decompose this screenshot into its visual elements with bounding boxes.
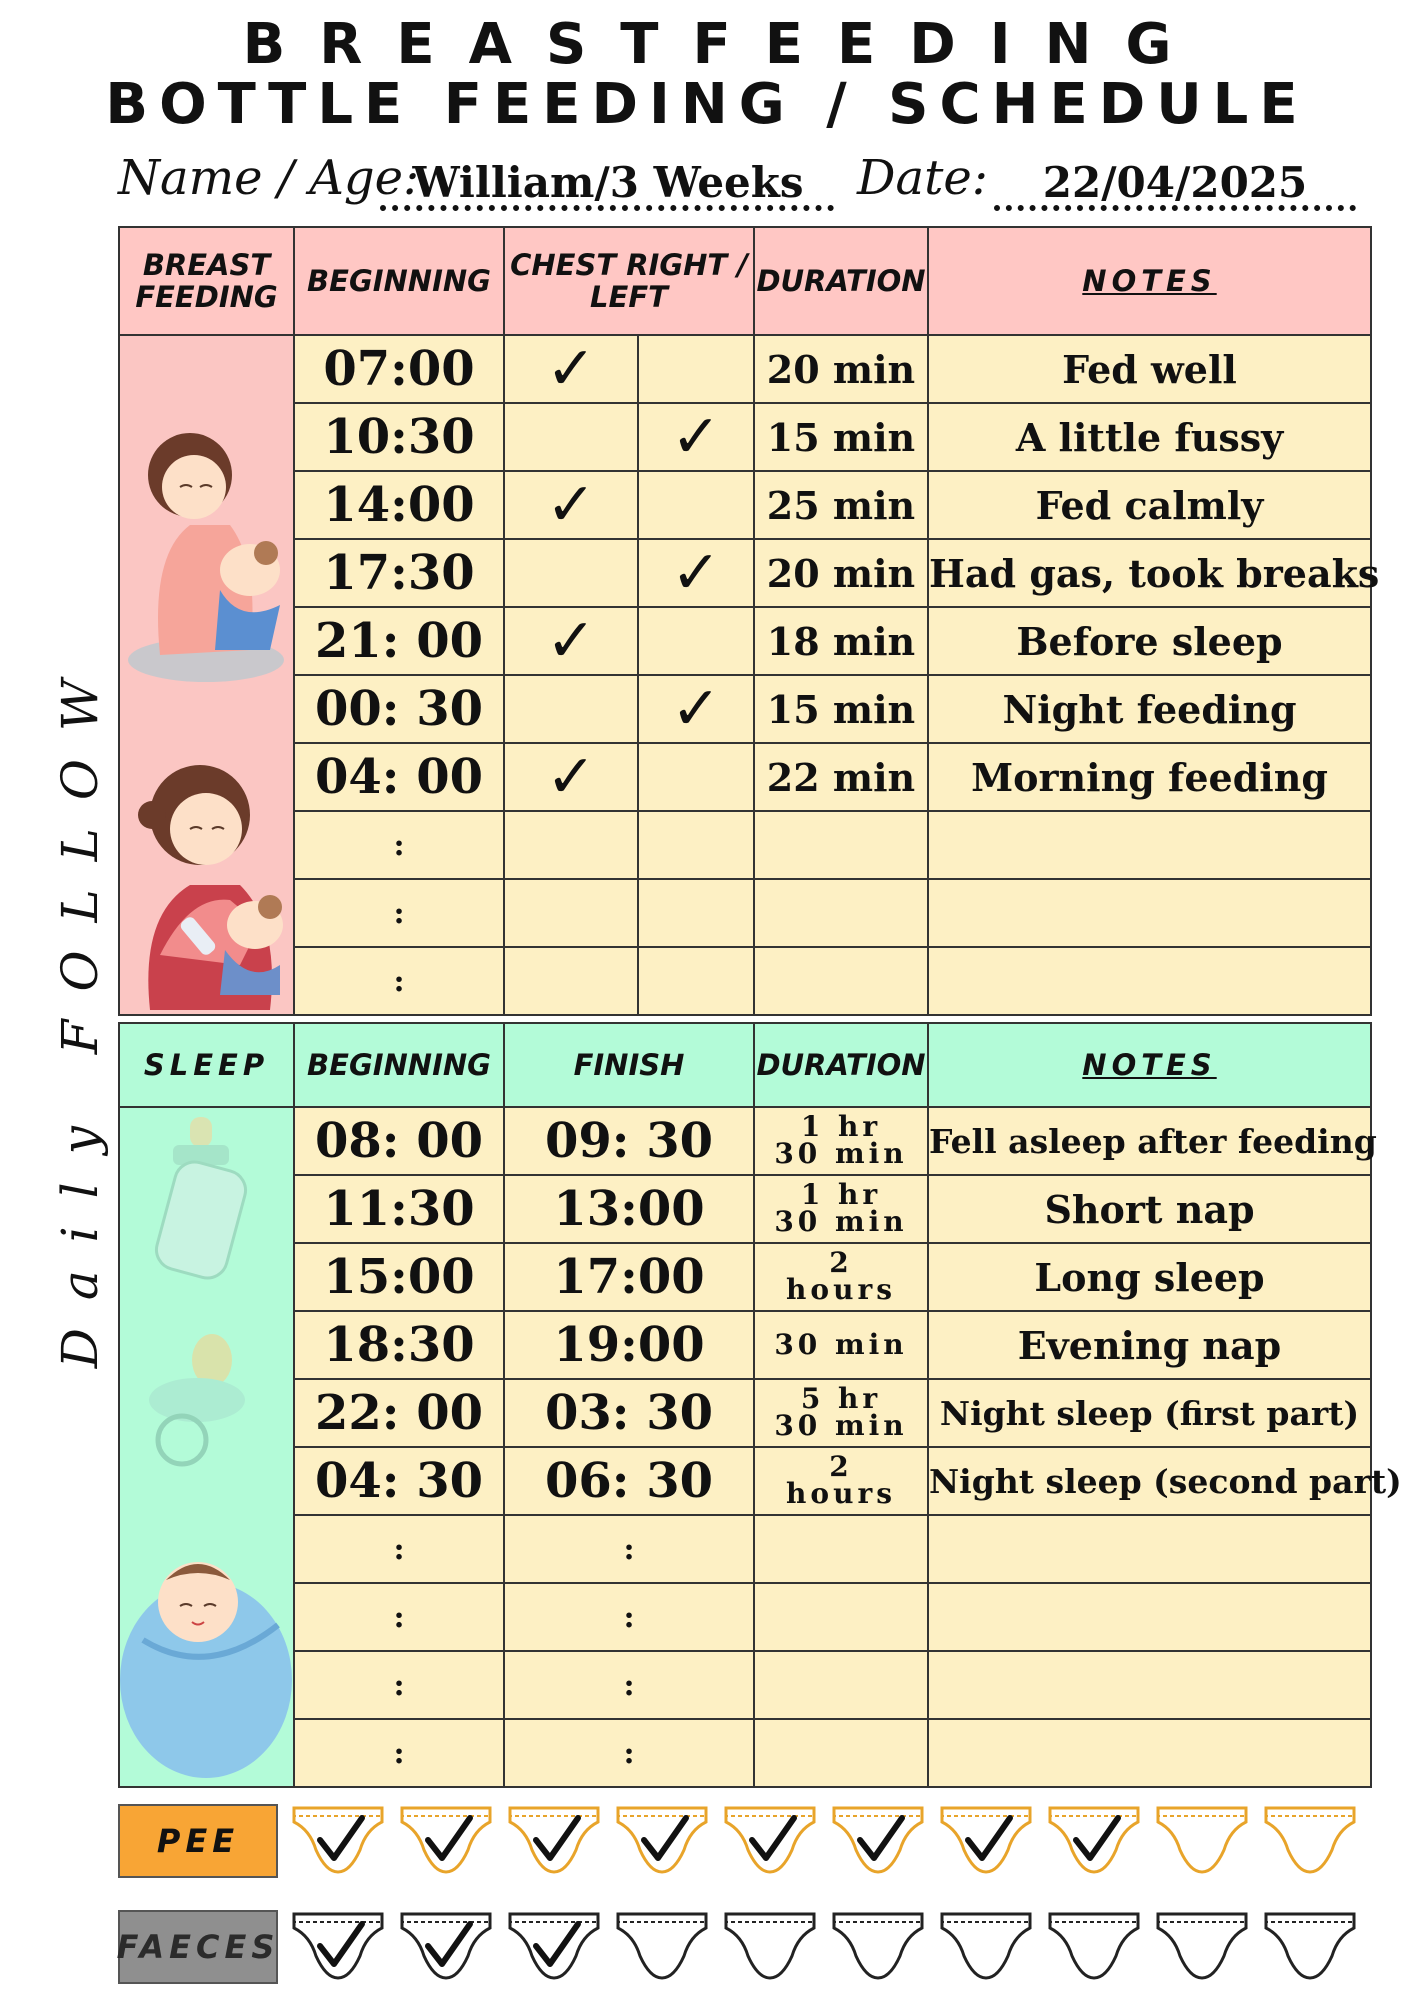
feeding-time-cell[interactable]: : bbox=[294, 879, 504, 947]
left-chest-cell[interactable] bbox=[638, 471, 754, 539]
sleep-duration-cell[interactable] bbox=[754, 1515, 928, 1583]
sleep-duration-bottom: hours bbox=[786, 1273, 896, 1306]
pee-diaper-icon[interactable] bbox=[290, 1800, 386, 1876]
sleep-notes-cell[interactable]: Short nap bbox=[928, 1175, 1371, 1243]
mother-bottle-feeding-icon bbox=[120, 725, 292, 1015]
sleep-notes-cell[interactable]: Long sleep bbox=[928, 1243, 1371, 1311]
right-chest-cell[interactable] bbox=[504, 811, 638, 879]
feeding-notes-cell[interactable]: Fed well bbox=[928, 335, 1371, 403]
pee-diaper-icon[interactable] bbox=[1154, 1800, 1250, 1876]
feeding-notes-cell[interactable]: Night feeding bbox=[928, 675, 1371, 743]
sleep-duration-top: 2 bbox=[829, 1450, 853, 1484]
check-icon bbox=[536, 1924, 578, 1964]
sleep-begin-cell[interactable]: 11:30 bbox=[294, 1175, 504, 1243]
check-icon: ✓ bbox=[545, 334, 597, 404]
left-chest-cell[interactable] bbox=[638, 811, 754, 879]
sleep-notes-cell[interactable]: Fell asleep after feeding bbox=[928, 1107, 1371, 1175]
pee-diaper-icon[interactable] bbox=[938, 1800, 1034, 1876]
feeding-duration-cell[interactable] bbox=[754, 947, 928, 1015]
pee-diaper-icon[interactable] bbox=[1046, 1800, 1142, 1876]
sleep-finish-cell[interactable]: : bbox=[504, 1515, 754, 1583]
feeding-time-cell[interactable]: 04: 00 bbox=[294, 743, 504, 811]
date-value[interactable]: 22/04/2025 bbox=[1042, 158, 1308, 207]
feeding-duration-cell[interactable]: 20 min bbox=[754, 539, 928, 607]
pee-diaper-icon[interactable] bbox=[398, 1800, 494, 1876]
sleep-notes-cell[interactable]: Night sleep (first part) bbox=[928, 1379, 1371, 1447]
feeding-row bbox=[119, 675, 1371, 743]
sleep-table bbox=[118, 1022, 1402, 1788]
faeces-label: FAECES bbox=[118, 1910, 278, 1984]
sleep-notes-cell[interactable] bbox=[928, 1515, 1371, 1583]
check-icon: ✓ bbox=[545, 742, 597, 812]
sleep-row bbox=[119, 1175, 1371, 1243]
sleep-duration-top: 5 hr bbox=[800, 1382, 882, 1416]
sleep-notes-cell[interactable] bbox=[928, 1651, 1371, 1719]
sleep-begin-cell[interactable]: : bbox=[294, 1583, 504, 1651]
left-chest-cell[interactable] bbox=[638, 947, 754, 1015]
sleep-row bbox=[119, 1243, 1371, 1311]
header-finish: FINISH bbox=[504, 1023, 754, 1107]
sleep-row bbox=[119, 1379, 1371, 1447]
left-chest-cell[interactable] bbox=[638, 335, 754, 403]
check-icon bbox=[428, 1818, 470, 1858]
sleep-duration-bottom: 30 min bbox=[774, 1205, 908, 1238]
right-chest-cell[interactable] bbox=[504, 335, 638, 403]
sleep-duration-cell[interactable] bbox=[754, 1175, 928, 1243]
feeding-time-cell[interactable]: : bbox=[294, 947, 504, 1015]
sleep-finish-cell[interactable]: 06: 30 bbox=[504, 1447, 754, 1515]
feeding-notes-cell[interactable]: Before sleep bbox=[928, 607, 1371, 675]
date-dotted-line bbox=[994, 205, 1356, 211]
sleep-duration-top: 2 bbox=[829, 1246, 853, 1280]
faeces-diaper-icon[interactable] bbox=[1046, 1906, 1142, 1982]
left-chest-cell[interactable] bbox=[638, 403, 754, 471]
feeding-duration-cell[interactable] bbox=[754, 879, 928, 947]
pee-diaper-icon[interactable] bbox=[506, 1800, 602, 1876]
feeding-notes-cell[interactable]: Had gas, took breaks bbox=[928, 539, 1371, 607]
sleep-duration-cell[interactable] bbox=[754, 1311, 928, 1379]
right-chest-cell[interactable] bbox=[504, 471, 638, 539]
check-icon: ✓ bbox=[670, 538, 722, 608]
check-icon bbox=[752, 1818, 794, 1858]
header-breast-feeding: BREAST FEEDING bbox=[119, 227, 294, 335]
header-chest: CHEST RIGHT / LEFT bbox=[504, 227, 754, 335]
feeding-row bbox=[119, 539, 1371, 607]
feeding-time-cell[interactable]: 10:30 bbox=[294, 403, 504, 471]
feeding-duration-cell[interactable]: 18 min bbox=[754, 607, 928, 675]
feeding-time-cell[interactable]: : bbox=[294, 811, 504, 879]
right-chest-cell[interactable] bbox=[504, 675, 638, 743]
sleep-begin-cell[interactable]: 08: 00 bbox=[294, 1107, 504, 1175]
check-icon bbox=[320, 1924, 362, 1964]
swaddled-baby-icon bbox=[118, 1530, 293, 1780]
feeding-time-cell[interactable]: 14:00 bbox=[294, 471, 504, 539]
faeces-diaper-icon[interactable] bbox=[938, 1906, 1034, 1982]
feeding-notes-cell[interactable]: Morning feeding bbox=[928, 743, 1371, 811]
pee-label: PEE bbox=[118, 1804, 278, 1878]
sleep-finish-cell[interactable]: 09: 30 bbox=[504, 1107, 754, 1175]
check-icon: ✓ bbox=[670, 674, 722, 744]
faeces-diaper-icon[interactable] bbox=[398, 1906, 494, 1982]
check-icon: ✓ bbox=[670, 402, 722, 472]
sleep-finish-cell[interactable]: : bbox=[504, 1719, 754, 1787]
feeding-row bbox=[119, 471, 1371, 539]
faeces-diaper-icon[interactable] bbox=[614, 1906, 710, 1982]
sleep-duration-cell[interactable] bbox=[754, 1651, 928, 1719]
check-icon bbox=[320, 1818, 362, 1858]
sleep-duration-top: 1 hr bbox=[800, 1110, 882, 1144]
sleep-duration-cell[interactable] bbox=[754, 1583, 928, 1651]
name-age-value[interactable]: William/3 Weeks bbox=[412, 158, 804, 207]
feeding-row bbox=[119, 607, 1371, 675]
sleep-duration-cell[interactable] bbox=[754, 1243, 928, 1311]
feeding-row bbox=[119, 743, 1371, 811]
sleep-notes-cell[interactable]: Night sleep (second part) bbox=[928, 1447, 1371, 1515]
left-chest-cell[interactable] bbox=[638, 675, 754, 743]
sleep-row bbox=[119, 1719, 1371, 1787]
faeces-diaper-icon[interactable] bbox=[506, 1906, 602, 1982]
feeding-duration-cell[interactable] bbox=[754, 811, 928, 879]
header-beginning: BEGINNING bbox=[294, 227, 504, 335]
sleep-row bbox=[119, 1447, 1371, 1515]
pee-diaper-icon[interactable] bbox=[1262, 1800, 1358, 1876]
pee-diaper-icon[interactable] bbox=[722, 1800, 818, 1876]
sleep-begin-cell[interactable]: : bbox=[294, 1651, 504, 1719]
check-icon: ✓ bbox=[545, 606, 597, 676]
feeding-notes-cell[interactable] bbox=[928, 811, 1371, 879]
sleep-notes-cell[interactable]: Evening nap bbox=[928, 1311, 1371, 1379]
right-chest-cell[interactable] bbox=[504, 539, 638, 607]
header-notes: NOTES bbox=[928, 227, 1371, 335]
sleep-finish-cell[interactable]: : bbox=[504, 1651, 754, 1719]
feeding-time-cell[interactable]: 00: 30 bbox=[294, 675, 504, 743]
sleep-duration-bottom: hours bbox=[786, 1477, 896, 1510]
faeces-diaper-icon[interactable] bbox=[1154, 1906, 1250, 1982]
sleep-duration-top: 1 hr bbox=[800, 1178, 882, 1212]
sleep-notes-cell[interactable] bbox=[928, 1583, 1371, 1651]
sleep-notes-cell[interactable] bbox=[928, 1719, 1371, 1787]
header-sleep: SLEEP bbox=[119, 1023, 294, 1107]
right-chest-cell[interactable] bbox=[504, 743, 638, 811]
pee-diaper-icon[interactable] bbox=[614, 1800, 710, 1876]
page-title-line2: BOTTLE FEEDING / SCHEDULE bbox=[105, 72, 1309, 137]
sleep-finish-cell[interactable]: : bbox=[504, 1583, 754, 1651]
feeding-notes-cell[interactable]: A little fussy bbox=[928, 403, 1371, 471]
right-chest-cell[interactable] bbox=[504, 607, 638, 675]
right-chest-cell[interactable] bbox=[504, 879, 638, 947]
left-chest-cell[interactable] bbox=[638, 607, 754, 675]
check-icon: ✓ bbox=[545, 470, 597, 540]
faeces-diaper-icon[interactable] bbox=[722, 1906, 818, 1982]
page-title-line1: BREASTFEEDING bbox=[242, 12, 1206, 77]
sleep-row bbox=[119, 1515, 1371, 1583]
sleep-begin-cell[interactable]: 18:30 bbox=[294, 1311, 504, 1379]
sleep-duration-bottom: 30 min bbox=[774, 1137, 908, 1170]
feeding-duration-cell[interactable]: 20 min bbox=[754, 335, 928, 403]
feeding-row bbox=[119, 811, 1371, 879]
check-icon bbox=[968, 1818, 1010, 1858]
faeces-diaper-icon[interactable] bbox=[1262, 1906, 1358, 1982]
right-chest-cell[interactable] bbox=[504, 403, 638, 471]
feeding-duration-cell[interactable]: 15 min bbox=[754, 403, 928, 471]
check-icon bbox=[860, 1818, 902, 1858]
sleep-duration-bottom: 30 min bbox=[774, 1327, 908, 1361]
left-chest-cell[interactable] bbox=[638, 539, 754, 607]
feeding-notes-cell[interactable] bbox=[928, 947, 1371, 1015]
right-chest-cell[interactable] bbox=[504, 947, 638, 1015]
feeding-time-cell[interactable]: 07:00 bbox=[294, 335, 504, 403]
sleep-finish-cell[interactable]: 03: 30 bbox=[504, 1379, 754, 1447]
pacifier-icon bbox=[142, 1325, 262, 1475]
feeding-notes-cell[interactable] bbox=[928, 879, 1371, 947]
sleep-row bbox=[119, 1651, 1371, 1719]
name-dotted-line bbox=[380, 205, 834, 211]
sleep-finish-cell[interactable]: 17:00 bbox=[504, 1243, 754, 1311]
sleep-duration-cell[interactable] bbox=[754, 1379, 928, 1447]
feeding-table bbox=[118, 226, 1380, 1016]
pee-diaper-icon[interactable] bbox=[830, 1800, 926, 1876]
feeding-row bbox=[119, 879, 1371, 947]
feeding-row bbox=[119, 403, 1371, 471]
feeding-row bbox=[119, 335, 1371, 403]
name-age-label: Name / Age: bbox=[118, 150, 420, 206]
feeding-row bbox=[119, 947, 1371, 1015]
check-icon bbox=[428, 1924, 470, 1964]
header-notes: NOTES bbox=[928, 1023, 1371, 1107]
sleep-duration-cell[interactable] bbox=[754, 1447, 928, 1515]
left-chest-cell[interactable] bbox=[638, 879, 754, 947]
feeding-duration-cell[interactable]: 22 min bbox=[754, 743, 928, 811]
faeces-diaper-icon[interactable] bbox=[830, 1906, 926, 1982]
faeces-diaper-icon[interactable] bbox=[290, 1906, 386, 1982]
sleep-duration-cell[interactable] bbox=[754, 1107, 928, 1175]
check-icon bbox=[1076, 1818, 1118, 1858]
check-icon bbox=[644, 1818, 686, 1858]
feeding-time-cell[interactable]: 21: 00 bbox=[294, 607, 504, 675]
left-chest-cell[interactable] bbox=[638, 743, 754, 811]
check-icon bbox=[536, 1818, 578, 1858]
header-beginning: BEGINNING bbox=[294, 1023, 504, 1107]
feeding-time-cell[interactable]: 17:30 bbox=[294, 539, 504, 607]
sleep-finish-cell[interactable]: 13:00 bbox=[504, 1175, 754, 1243]
baby-bottle-icon bbox=[145, 1115, 265, 1285]
sleep-begin-cell[interactable]: 15:00 bbox=[294, 1243, 504, 1311]
sleep-begin-cell[interactable]: : bbox=[294, 1719, 504, 1787]
sleep-finish-cell[interactable]: 19:00 bbox=[504, 1311, 754, 1379]
date-label: Date: bbox=[857, 150, 988, 206]
sleep-row bbox=[119, 1311, 1371, 1379]
mother-breastfeeding-icon bbox=[120, 395, 292, 685]
sleep-duration-bottom: 30 min bbox=[774, 1409, 908, 1442]
header-duration: DURATION bbox=[754, 227, 928, 335]
feeding-notes-cell[interactable]: Fed calmly bbox=[928, 471, 1371, 539]
sleep-begin-cell[interactable]: 22: 00 bbox=[294, 1379, 504, 1447]
sleep-row bbox=[119, 1583, 1371, 1651]
feeding-duration-cell[interactable]: 15 min bbox=[754, 675, 928, 743]
sleep-duration-cell[interactable] bbox=[754, 1719, 928, 1787]
sleep-begin-cell[interactable]: 04: 30 bbox=[294, 1447, 504, 1515]
feeding-duration-cell[interactable]: 25 min bbox=[754, 471, 928, 539]
header-duration: DURATION bbox=[754, 1023, 928, 1107]
sleep-begin-cell[interactable]: : bbox=[294, 1515, 504, 1583]
sleep-row bbox=[119, 1107, 1371, 1175]
